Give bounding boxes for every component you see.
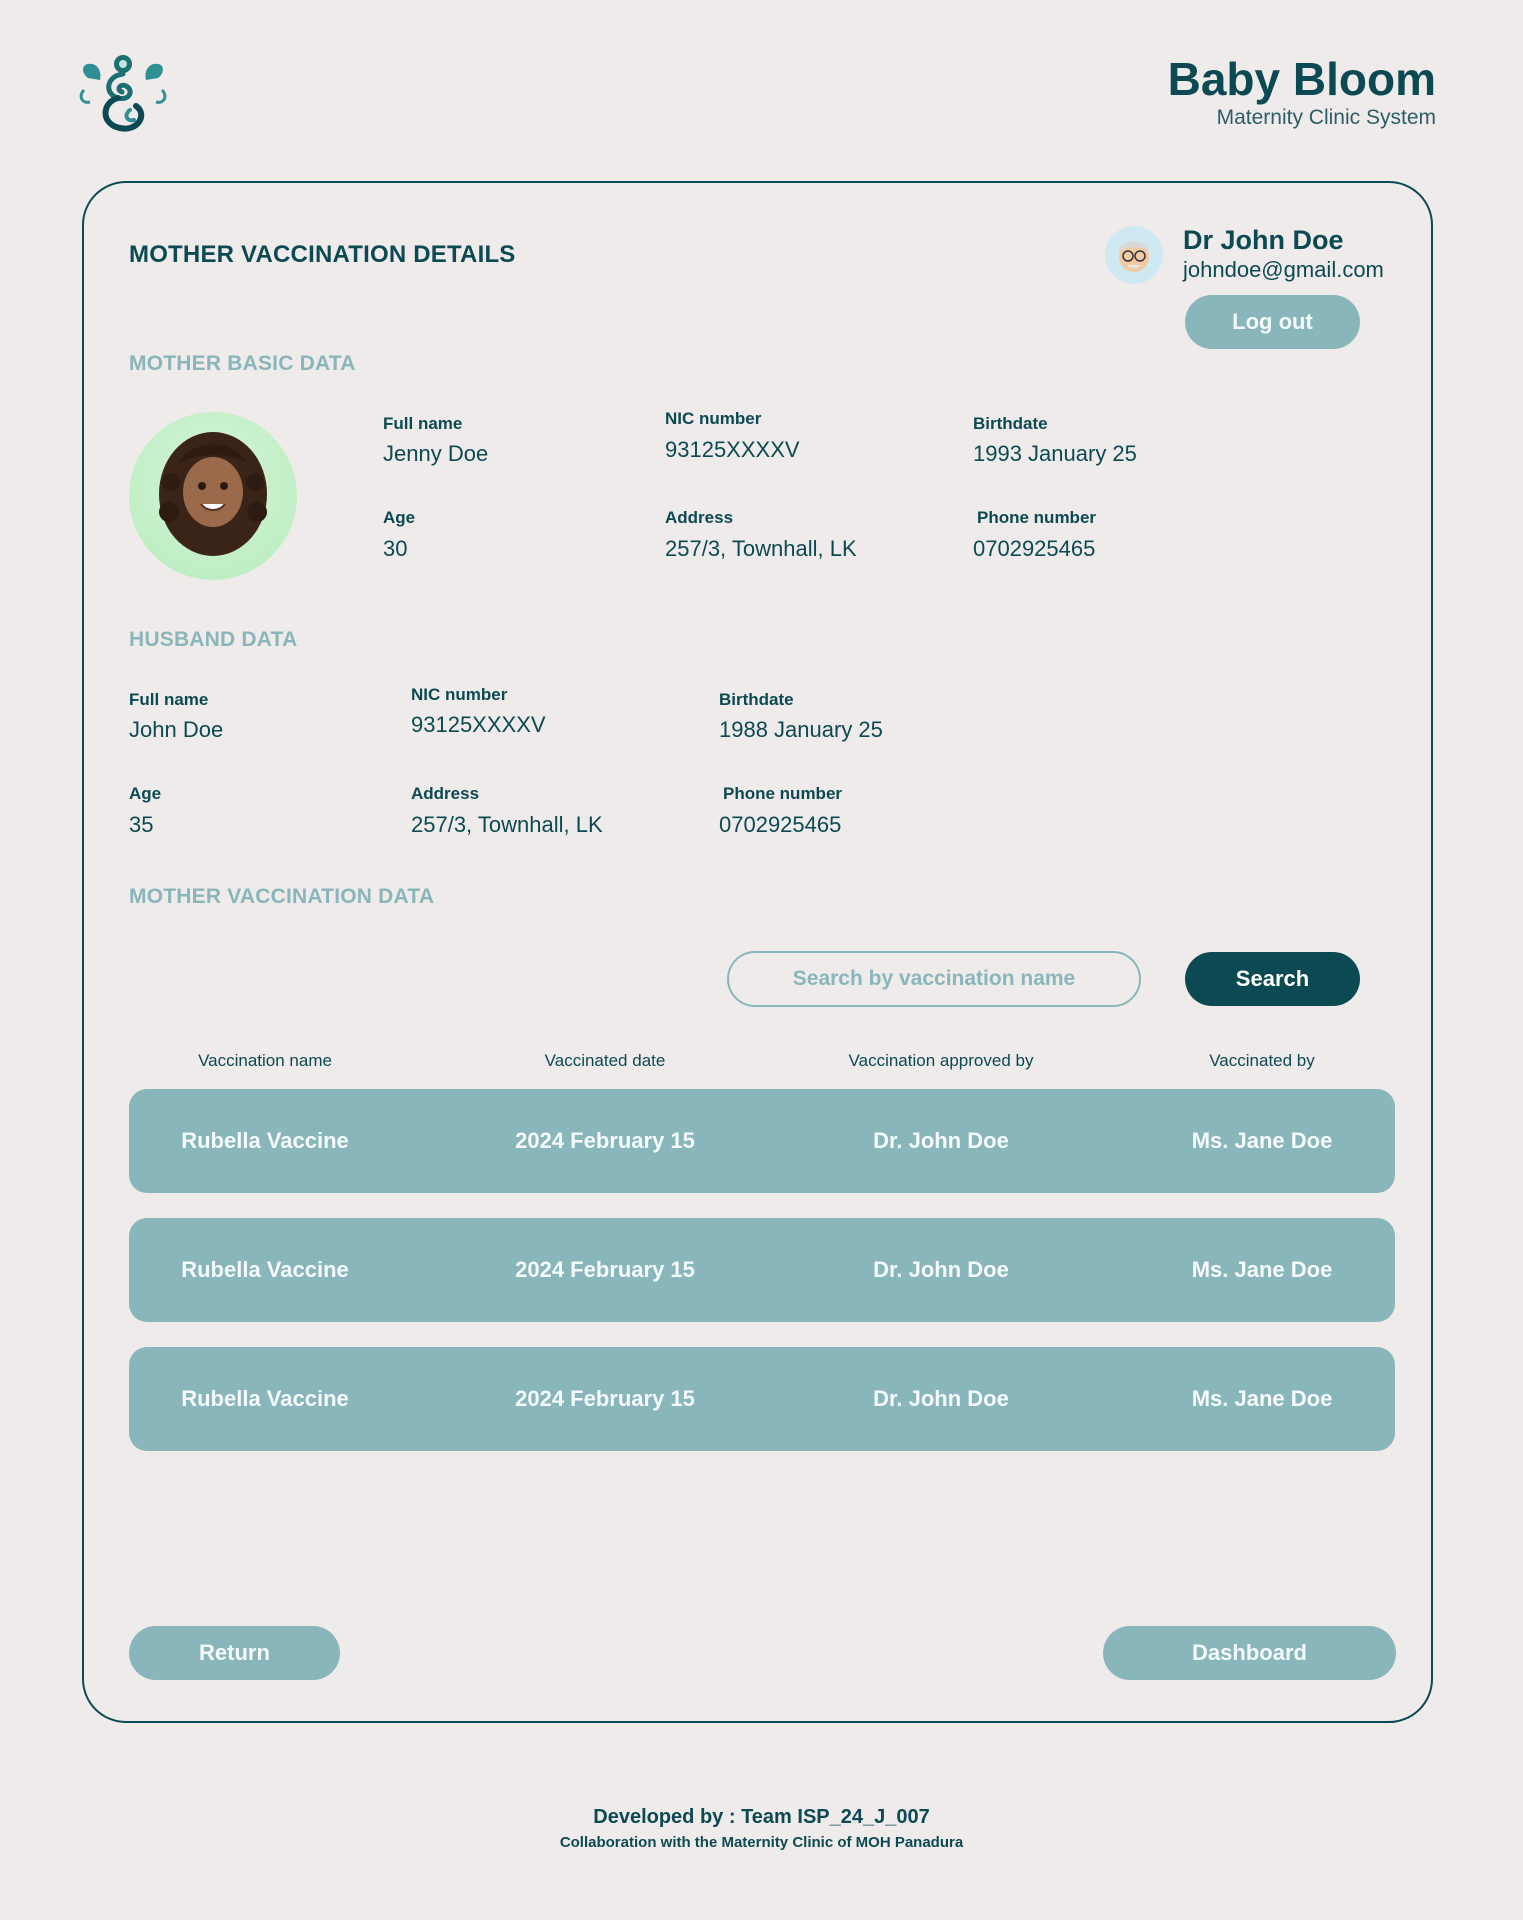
mother-age-value: 30 [383,536,408,561]
column-header-vaccination-name: Vaccination name [198,1051,332,1070]
husband-full-name-value: John Doe [129,717,224,742]
mother-address-value: 257/3, Townhall, LK [665,536,857,561]
page-title: MOTHER VACCINATION DETAILS [129,241,516,268]
doctor-avatar [1105,226,1163,284]
vaccination-search-input[interactable] [727,951,1141,1007]
husband-age-label: Age [129,784,162,803]
column-header-vaccinated-date: Vaccinated date [544,1051,666,1070]
cell-vaccinated-date: 2024 February 15 [515,1128,695,1153]
mother-age-label: Age [383,508,416,527]
cell-approved-by: Dr. John Doe [873,1128,1009,1153]
cell-vaccinated-date: 2024 February 15 [515,1257,695,1282]
cell-approved-by: Dr. John Doe [873,1386,1009,1411]
mother-nic-value: 93125XXXXV [665,437,800,462]
husband-age-value: 35 [129,812,154,837]
husband-birthdate-label: Birthdate [719,690,794,709]
mother-birthdate-label: Birthdate [973,414,1048,433]
dashboard-button[interactable]: Dashboard [1103,1626,1396,1680]
cell-vaccinated-by: Ms. Jane Doe [1191,1257,1333,1282]
husband-data-title: HUSBAND DATA [129,628,298,651]
footer-collaboration: Collaboration with the Maternity Clinic of MOH Panadura [559,1834,964,1851]
cell-approved-by: Dr. John Doe [873,1257,1009,1282]
mother-nic-label: NIC number [665,409,762,428]
cell-vaccination-name: Rubella Vaccine [181,1386,349,1411]
mother-avatar [129,412,297,580]
return-button[interactable]: Return [129,1626,340,1680]
brand-subtitle: Maternity Clinic System [1216,106,1436,129]
table-row[interactable] [129,1218,1395,1322]
table-row[interactable] [129,1347,1395,1451]
husband-nic-label: NIC number [411,685,508,704]
brand-title: Baby Bloom [1167,53,1436,105]
footer-developed-by: Developed by : Team ISP_24_J_007 [593,1806,930,1828]
mother-phone-label: Phone number [977,508,1097,527]
brand-logo [78,50,168,134]
husband-full-name-label: Full name [129,690,209,709]
main-card [82,181,1433,1723]
search-button[interactable]: Search [1185,952,1360,1006]
husband-phone-label: Phone number [723,784,843,803]
husband-address-label: Address [411,784,480,803]
cell-vaccinated-by: Ms. Jane Doe [1191,1386,1333,1411]
cell-vaccination-name: Rubella Vaccine [181,1128,349,1153]
logout-button[interactable]: Log out [1185,295,1360,349]
mother-birthdate-value: 1993 January 25 [973,441,1137,466]
cell-vaccination-name: Rubella Vaccine [181,1257,349,1282]
mother-address-label: Address [665,508,734,527]
cell-vaccinated-by: Ms. Jane Doe [1191,1128,1333,1153]
brand [1168,52,1436,130]
doctor-email: johndoe@gmail.com [1183,257,1384,282]
cell-vaccinated-date: 2024 February 15 [515,1386,695,1411]
mother-full-name-value: Jenny Doe [383,441,489,466]
vaccination-data-title: MOTHER VACCINATION DATA [129,885,435,908]
mother-phone-value: 0702925465 [973,536,1096,561]
husband-birthdate-value: 1988 January 25 [719,717,883,742]
column-header-approved-by: Vaccination approved by [848,1051,1034,1070]
mother-full-name-label: Full name [383,414,463,433]
doctor-name: Dr John Doe [1183,225,1344,255]
mother-avatar-icon [129,412,297,580]
husband-phone-value: 0702925465 [719,812,842,837]
mother-baby-swirl-icon [78,50,168,134]
husband-address-value: 257/3, Townhall, LK [411,812,603,837]
husband-nic-value: 93125XXXXV [411,712,546,737]
column-header-vaccinated-by: Vaccinated by [1209,1051,1315,1070]
doctor-avatar-icon [1105,226,1163,284]
table-row[interactable] [129,1089,1395,1193]
mother-basic-data-title: MOTHER BASIC DATA [129,352,356,375]
